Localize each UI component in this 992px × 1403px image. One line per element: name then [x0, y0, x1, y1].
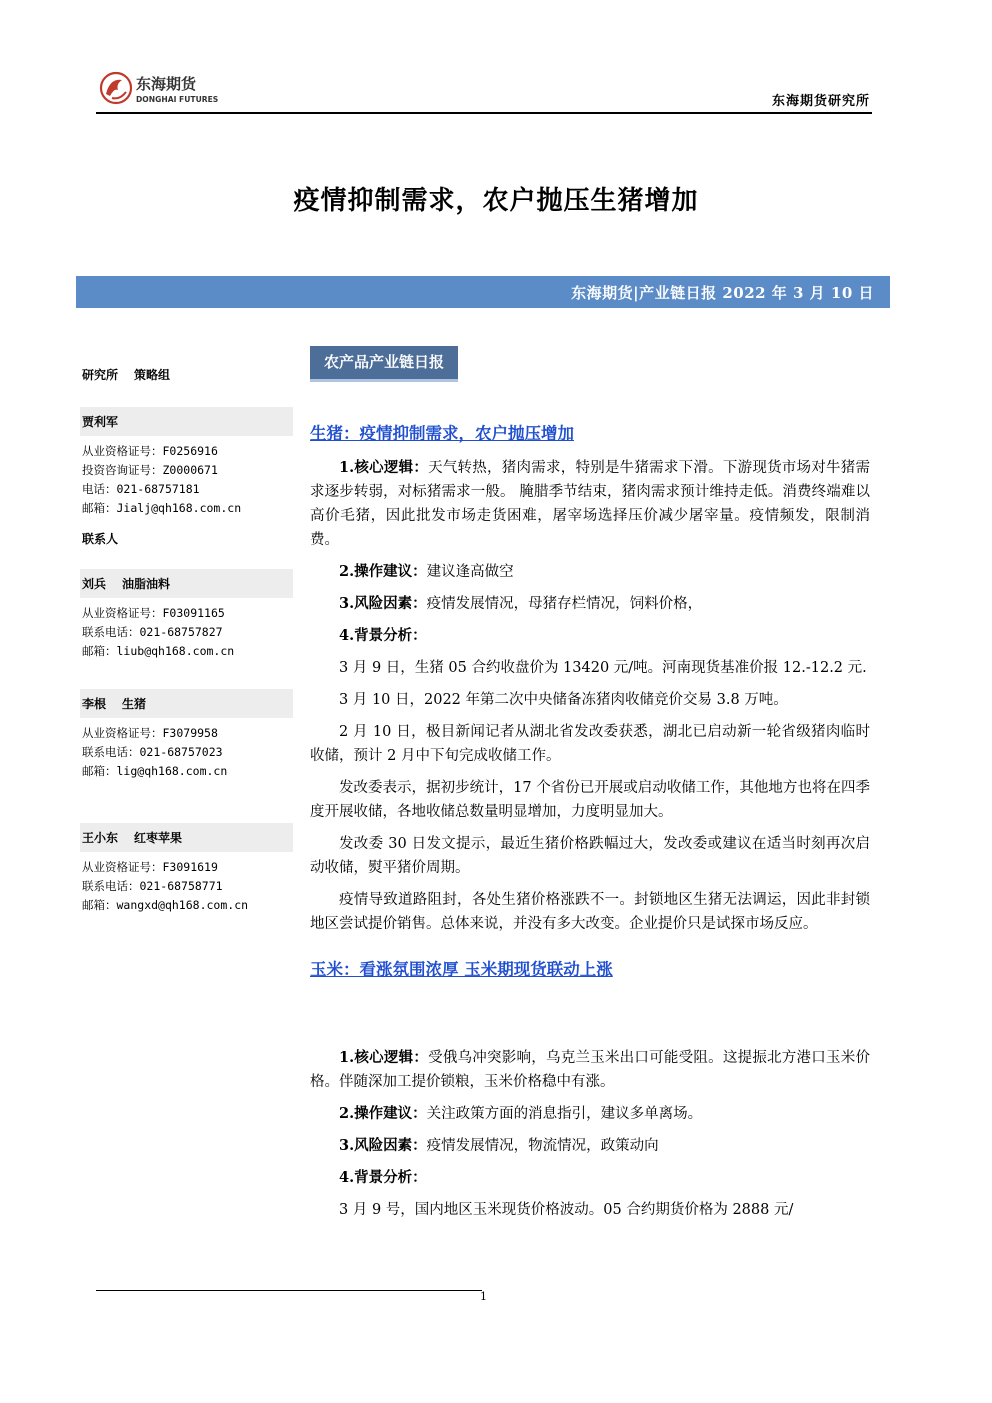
pig-risk: [310, 592, 870, 616]
dragon-emblem-icon: [101, 73, 131, 103]
email[interactable]: 邮箱：lig@qh168.com.cn: [82, 764, 228, 778]
corn-section-title[interactable]: 玉米：看涨氛围浓厚 玉米期现货联动上涨: [310, 960, 613, 979]
logo-en-text: DONGHAI FUTURES: [136, 95, 219, 104]
report-title: 疫情抑制需求，农户抛压生猪增加: [293, 186, 699, 216]
pig-core-logic: [310, 456, 870, 552]
risk-text: 疫情发展情况，母猪存栏情况，饲料价格，: [426, 596, 703, 612]
institute-name: 东海期货研究所: [771, 94, 870, 109]
pig-background-paragraph: 3 月 10 日，2022 年第二次中央储备冻猪肉收储竞价交易 3.8 万吨。: [339, 692, 788, 708]
core-logic-text: 受俄乌冲突影响，乌克兰玉米出口可能受阻。这提振北方港口玉米价格。伴随深加工提价锁粮，玉米价格稳中有涨。: [310, 1050, 871, 1090]
contact-name: 刘兵: [82, 577, 107, 591]
license-number: 从业资格证号：F0256916: [82, 444, 218, 458]
pig-background-paragraph: 发改委 30 日发文提示，最近生猪价格跌幅过大，发改委或建议在适当时刻再次启动收储，熨平猪价周期。: [310, 836, 870, 876]
operation-label: 2.操作建议：: [339, 1105, 427, 1122]
pig-operation: [310, 560, 870, 584]
page-number: 1: [480, 1290, 487, 1303]
background-label: 4.背景分析：: [339, 627, 427, 644]
analyst-sidebar: [80, 360, 293, 915]
consult-number: 投资咨询证号：Z0000671: [82, 463, 218, 477]
report-date-band: [76, 276, 890, 308]
contact-info: [80, 852, 293, 915]
corn-risk: [310, 1134, 870, 1158]
background-label: 4.背景分析：: [339, 1169, 427, 1186]
contacts-label: 联系人: [82, 532, 119, 546]
section-badge: 农产品产业链日报: [310, 346, 458, 382]
corn-background-label: [310, 1166, 870, 1190]
team-name: 策略组: [134, 368, 171, 382]
contact-area: 红枣苹果: [134, 831, 183, 845]
contact-name: 李根: [82, 697, 107, 711]
phone: 电话：021-68757181: [82, 482, 200, 496]
corn-operation: [310, 1102, 870, 1126]
pig-background-paragraph: 3 月 9 日，生猪 05 合约收盘价为 13420 元/吨。河南现货基准价报 12.-12.2 元.: [339, 660, 867, 676]
logo-cn-text: 东海期货: [136, 75, 197, 93]
lead-analyst-name: 贾利军: [80, 407, 293, 436]
contact-area: 油脂油料: [122, 577, 171, 591]
email[interactable]: 邮箱：liub@qh168.com.cn: [82, 644, 235, 658]
corn-background-paragraph: 3 月 9 号，国内地区玉米现货价格波动。05 合约期货价格为 2888 元/: [339, 1202, 794, 1218]
operation-text: 关注政策方面的消息指引，建议多单离场。: [426, 1106, 703, 1122]
contact-area: 生猪: [122, 697, 147, 711]
pig-section-title[interactable]: 生猪：疫情抑制需求，农户抛压增加: [310, 424, 574, 443]
phone: 联系电话：021-68758771: [82, 879, 223, 893]
license-number: 从业资格证号：F3091619: [82, 860, 218, 874]
contact-info: [80, 598, 293, 661]
contact-header: [80, 569, 293, 598]
contact-name: 王小东: [82, 831, 119, 845]
contact-header: [80, 689, 293, 718]
footer-divider: [96, 1290, 482, 1291]
donghai-logo: [96, 68, 236, 110]
header-divider: [96, 112, 872, 114]
email[interactable]: 邮箱：Jialj@qh168.com.cn: [82, 501, 242, 515]
lead-analyst-info: [80, 436, 293, 518]
contact-info: [80, 718, 293, 781]
risk-label: 3.风险因素：: [339, 1137, 427, 1154]
pig-background-paragraph: 发改委表示，据初步统计，17 个省份已开展或启动收储工作，其他地方也将在四季度开展收储，各地收储总数量明显增加，力度明显加大。: [310, 780, 870, 820]
license-number: 从业资格证号：F3079958: [82, 726, 218, 740]
operation-text: 建议逢高做空: [426, 564, 514, 580]
operation-label: 2.操作建议：: [339, 563, 427, 580]
email[interactable]: 邮箱：wangxd@qh168.com.cn: [82, 898, 249, 912]
report-body: [310, 346, 870, 1230]
license-number: 从业资格证号：F03091165: [82, 606, 225, 620]
report-date-text: 东海期货|产业链日报 2022 年 3 月 10 日: [571, 284, 874, 302]
core-logic-label: 1.核心逻辑：: [339, 1049, 429, 1066]
pig-background-paragraph: 疫情导致道路阻封，各处生猪价格涨跌不一。封锁地区生猪无法调运，因此非封锁地区尝试提价销售。总体来说，并没有多大改变。企业提价只是试探市场反应。: [310, 892, 870, 932]
phone: 联系电话：021-68757023: [82, 745, 223, 759]
core-logic-label: 1.核心逻辑：: [339, 459, 429, 476]
department-name: 研究所: [82, 368, 119, 382]
risk-text: 疫情发展情况，物流情况，政策动向: [426, 1138, 659, 1154]
pig-background-label: [310, 624, 870, 648]
contact-header: [80, 823, 293, 852]
phone: 联系电话：021-68757827: [82, 625, 223, 639]
pig-background-paragraph: 2 月 10 日，极目新闻记者从湖北省发改委获悉，湖北已启动新一轮省级猪肉临时收储，预计 2 月中下旬完成收储工作。: [310, 724, 870, 764]
risk-label: 3.风险因素：: [339, 595, 427, 612]
corn-core-logic: [310, 1046, 870, 1094]
department: [82, 366, 293, 383]
core-logic-text: 天气转热，猪肉需求，特别是牛猪需求下滑。下游现货市场对牛猪需求逐步转弱，对标猪需求一般。 腌腊季节结束，猪肉需求预计维持走低。消费终端难以高价毛猪，因此批发市场走货困难，屠宰场选择压价减少屠宰量。疫情频发，限制消费。: [310, 460, 871, 548]
